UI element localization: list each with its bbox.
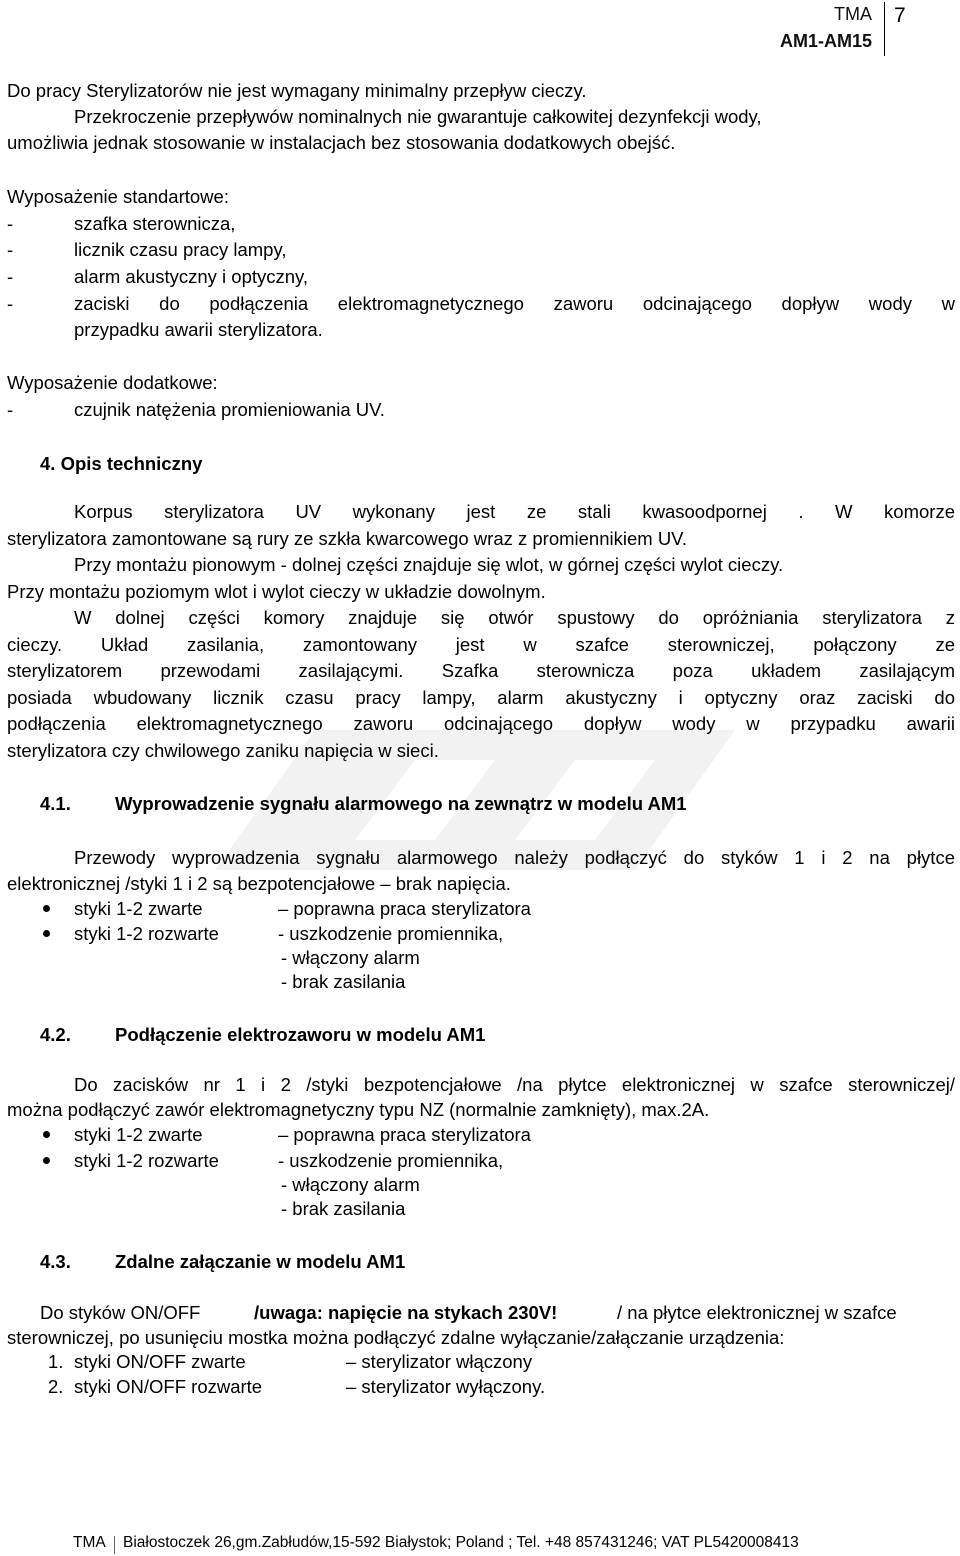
section-4-1-line: elektronicznej /styki 1 i 2 są bezpotencjałowe – brak napięcia.: [7, 873, 511, 894]
section-4-1-number: 4.1.: [40, 793, 71, 814]
bullet-description: - uszkodzenie promiennika,: [278, 923, 504, 944]
section-4-2-title: Podłączenie elektrozaworu w modelu AM1: [115, 1024, 486, 1045]
bullet-icon: [43, 905, 50, 912]
bullet-icon: [43, 1131, 50, 1138]
section-4-line: Korpus sterylizatora UV wykonany jest ze stali kwasoodpornej . W komorze: [74, 501, 955, 522]
intro-line-1: Do pracy Sterylizatorów nie jest wymagany minimalny przepływ cieczy.: [7, 80, 587, 101]
section-4-line: sterylizatorem przewodami zasilającymi. Szafka sterownicza poza układem zasilającym: [7, 660, 955, 681]
list-item: czujnik natężenia promieniowania UV.: [74, 399, 385, 420]
list-dash: -: [7, 213, 14, 234]
list-item: zaciski do podłączenia elektromagnetycznego zaworu odcinającego dopływ wody w: [74, 293, 955, 314]
list-dash: -: [7, 399, 14, 420]
section-4-3-line: sterowniczej, po usunięciu mostka można podłączyć zdalne wyłączanie/załączanie urządzenia:: [7, 1327, 785, 1348]
section-4-1-title: Wyprowadzenie sygnału alarmowego na zewnątrz w modelu AM1: [115, 793, 687, 814]
bullet-description: – poprawna praca sterylizatora: [278, 1124, 531, 1145]
section-4-3-title: Zdalne załączanie w modelu AM1: [115, 1251, 406, 1272]
section-4-3-number: 4.3.: [40, 1251, 71, 1272]
numbered-item-description: – sterylizator włączony: [346, 1351, 533, 1372]
bullet-label: styki 1-2 zwarte: [74, 1124, 203, 1145]
numbered-item-label: styki ON/OFF rozwarte: [74, 1376, 263, 1397]
bullet-label: styki 1-2 rozwarte: [74, 1150, 219, 1171]
numbered-item-number: 1.: [48, 1351, 64, 1372]
section-4-3-line-part: Do styków ON/OFF: [40, 1302, 201, 1323]
bullet-extra: - włączony alarm: [281, 947, 420, 968]
section-4-line: podłączenia elektromagnetycznego zaworu odcinającego dopływ wody w przypadku awarii: [7, 713, 955, 734]
page-number: 7: [894, 4, 906, 27]
section-4-line: Przy montażu poziomym wlot i wylot cieczy w układzie dowolnym.: [7, 581, 546, 602]
voltage-warning: /uwaga: napięcie na stykach 230V!: [254, 1302, 558, 1323]
section-4-line: Przy montażu pionowym - dolnej części znajduje się wlot, w górnej części wylot cieczy.: [74, 554, 784, 575]
section-4-2-line: Do zacisków nr 1 i 2 /styki bezpotencjałowe /na płytce elektronicznej w szafce sterowniczej/: [74, 1074, 955, 1095]
section-4-1-line: Przewody wyprowadzenia sygnału alarmowego należy podłączyć do styków 1 i 2 na płytce: [74, 847, 955, 868]
list-item: licznik czasu pracy lampy,: [74, 239, 287, 260]
section-4-2-line: można podłączyć zawór elektromagnetyczny typu NZ (normalnie zamknięty), max.2A.: [7, 1099, 710, 1120]
section-4-3-line-part: / na płytce elektronicznej w szafce: [617, 1302, 897, 1323]
bullet-icon: [43, 1157, 50, 1164]
section-4-line: posiada wbudowany licznik czasu pracy lampy, alarm akustyczny i optyczny oraz zaciski do: [7, 687, 955, 708]
bullet-extra: - brak zasilania: [281, 971, 406, 992]
bullet-label: styki 1-2 zwarte: [74, 898, 203, 919]
footer-address: Białostoczek 26,gm.Zabłudów,15-592 Białystok; Poland ; Tel. +48 857431246; VAT PL5420008413: [123, 1534, 799, 1551]
bullet-extra: - brak zasilania: [281, 1198, 406, 1219]
section-4-line: sterylizatora czy chwilowego zaniku napięcia w sieci.: [7, 740, 439, 761]
intro-line-3: umożliwia jednak stosowanie w instalacjach bez stosowania dodatkowych obejść.: [7, 132, 676, 153]
bullet-icon: [43, 930, 50, 937]
intro-line-2: Przekroczenie przepływów nominalnych nie gwarantuje całkowitej dezynfekcji wody,: [74, 106, 762, 127]
bullet-description: – poprawna praca sterylizatora: [278, 898, 531, 919]
numbered-item-description: – sterylizator wyłączony.: [346, 1376, 546, 1397]
section-4-heading: 4. Opis techniczny: [40, 453, 203, 474]
footer-divider: [114, 1536, 115, 1554]
list-item: alarm akustyczny i optyczny,: [74, 266, 309, 287]
footer-company: TMA: [73, 1534, 106, 1551]
header-model-range: AM1-AM15: [779, 31, 872, 51]
list-dash: -: [7, 239, 14, 260]
header-divider: [884, 2, 885, 56]
header-company: TMA: [834, 4, 872, 24]
bullet-label: styki 1-2 rozwarte: [74, 923, 219, 944]
section-4-line: sterylizatora zamontowane są rury ze szkła kwarcowego wraz z promiennikiem UV.: [7, 528, 687, 549]
numbered-item-label: styki ON/OFF zwarte: [74, 1351, 246, 1372]
numbered-item-number: 2.: [48, 1376, 64, 1397]
bullet-extra: - włączony alarm: [281, 1174, 420, 1195]
bullet-description: - uszkodzenie promiennika,: [278, 1150, 504, 1171]
section-4-line: W dolnej części komory znajduje się otwór spustowy do opróżniania sterylizatora z: [74, 607, 955, 628]
list-dash: -: [7, 293, 14, 314]
section-4-2-number: 4.2.: [40, 1024, 71, 1045]
section-4-line: cieczy. Układ zasilania, zamontowany jest w szafce sterowniczej, połączony ze: [7, 634, 955, 655]
list-item: szafka sterownicza,: [74, 213, 236, 234]
list-dash: -: [7, 266, 14, 287]
standard-equipment-heading: Wyposażenie standartowe:: [7, 186, 229, 207]
list-item-continuation: przypadku awarii sterylizatora.: [74, 319, 323, 340]
optional-equipment-heading: Wyposażenie dodatkowe:: [7, 372, 218, 393]
